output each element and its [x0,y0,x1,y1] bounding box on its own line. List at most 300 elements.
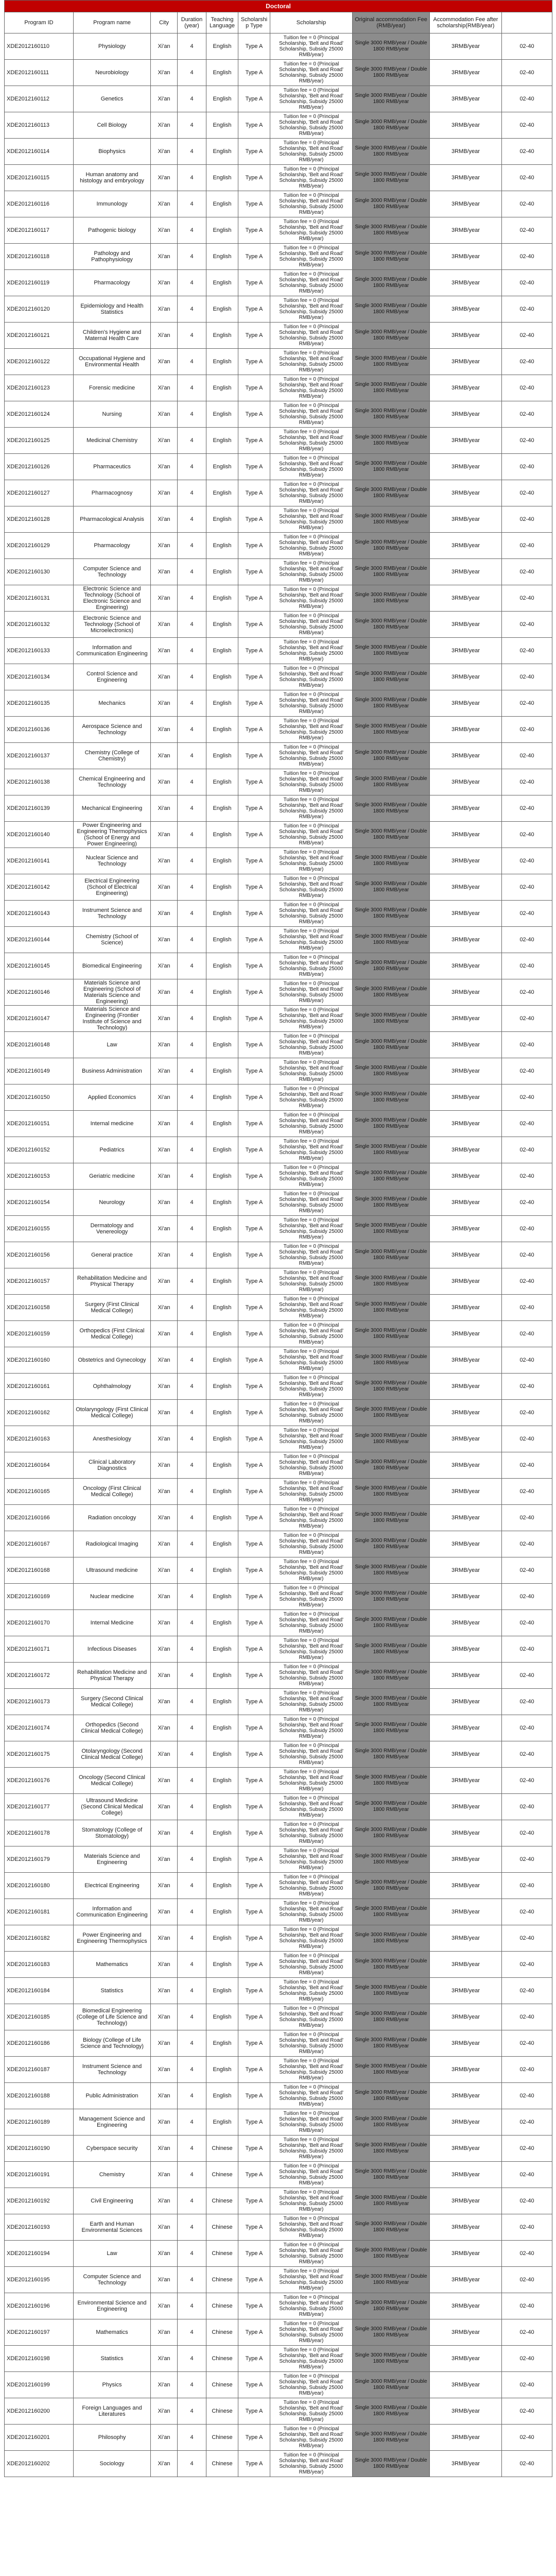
cell-program-id: XDE2012160128 [5,506,74,533]
cell-language: English [206,848,238,874]
cell-expiry: 02-40 [502,2425,552,2451]
cell-scholarship: Tuition fee = 0 (Principal Scholarship, 'Belt and Road' Scholarship, Subsidy 25000 RMB/year) [270,1242,353,1268]
cell-expiry: 02-40 [502,2057,552,2083]
cell-language: English [206,1452,238,1479]
cell-city: Xi'an [151,1978,178,2004]
cell-duration: 4 [178,2267,206,2293]
cell-program-id: XDE2012160170 [5,1610,74,1636]
cell-expiry: 02-40 [502,901,552,927]
cell-language: English [206,1689,238,1715]
cell-scholarship-type: Type A [238,1006,270,1032]
cell-program-id: XDE2012160171 [5,1636,74,1663]
cell-expiry: 02-40 [502,953,552,979]
cell-duration: 4 [178,506,206,533]
cell-expiry: 02-40 [502,1899,552,1925]
cell-fee-after: 3RMB/year [430,1452,502,1479]
cell-scholarship-type: Type A [238,2346,270,2372]
cell-accommodation: Single 3000 RMB/year / Double 1800 RMB/year [353,1190,430,1216]
cell-expiry: 02-40 [502,112,552,139]
cell-accommodation: Single 3000 RMB/year / Double 1800 RMB/year [353,1479,430,1505]
cell-language: English [206,927,238,953]
cell-accommodation: Single 3000 RMB/year / Double 1800 RMB/year [353,1347,430,1374]
cell-duration: 4 [178,1846,206,1873]
cell-program-id: XDE2012160127 [5,480,74,506]
cell-language: English [206,454,238,480]
cell-city: Xi'an [151,1689,178,1715]
cell-expiry: 02-40 [502,769,552,795]
cell-accommodation: Single 3000 RMB/year / Double 1800 RMB/year [353,349,430,375]
cell-duration: 4 [178,1978,206,2004]
cell-language: Chinese [206,2293,238,2319]
cell-program-id: XDE2012160110 [5,33,74,60]
cell-scholarship-type: Type A [238,86,270,112]
table-row [5,2188,552,2214]
cell-accommodation: Single 3000 RMB/year / Double 1800 RMB/year [353,165,430,191]
cell-program-name: Statistics [74,2346,151,2372]
cell-fee-after: 3RMB/year [430,1820,502,1846]
cell-scholarship-type: Type A [238,1111,270,1137]
cell-program-name: Pharmacology [74,533,151,559]
cell-expiry: 02-40 [502,979,552,1006]
cell-city: Xi'an [151,2057,178,2083]
cell-language: English [206,1216,238,1242]
cell-duration: 4 [178,217,206,244]
cell-expiry: 02-40 [502,60,552,86]
table-row [5,323,552,349]
cell-accommodation: Single 3000 RMB/year / Double 1800 RMB/year [353,2346,430,2372]
cell-scholarship: Tuition fee = 0 (Principal Scholarship, 'Belt and Road' Scholarship, Subsidy 25000 RMB/year) [270,2057,353,2083]
cell-program-id: XDE2012160119 [5,270,74,296]
cell-program-id: XDE2012160191 [5,2162,74,2188]
cell-scholarship-type: Type A [238,60,270,86]
cell-duration: 4 [178,1531,206,1557]
cell-city: Xi'an [151,1531,178,1557]
cell-scholarship: Tuition fee = 0 (Principal Scholarship, 'Belt and Road' Scholarship, Subsidy 25000 RMB/year) [270,1978,353,2004]
cell-city: Xi'an [151,2136,178,2162]
table-row [5,2057,552,2083]
cell-fee-after: 3RMB/year [430,848,502,874]
cell-expiry: 02-40 [502,375,552,401]
header-fee-after: Accommodation Fee after scholarship(RMB/year) [430,12,502,33]
cell-program-name: Electrical Engineering (School of Electrical Engineering) [74,874,151,901]
cell-program-id: XDE2012160113 [5,112,74,139]
cell-duration: 4 [178,2346,206,2372]
cell-accommodation: Single 3000 RMB/year / Double 1800 RMB/year [353,1768,430,1794]
header-accommodation: Original accommodation Fee (RMB/year) [353,12,430,33]
cell-fee-after: 3RMB/year [430,1899,502,1925]
cell-scholarship-type: Type A [238,533,270,559]
cell-scholarship: Tuition fee = 0 (Principal Scholarship, 'Belt and Road' Scholarship, Subsidy 25000 RMB/year) [270,690,353,717]
cell-expiry: 02-40 [502,1452,552,1479]
cell-fee-after: 3RMB/year [430,1557,502,1584]
cell-scholarship: Tuition fee = 0 (Principal Scholarship, 'Belt and Road' Scholarship, Subsidy 25000 RMB/year) [270,901,353,927]
cell-language: Chinese [206,2425,238,2451]
cell-expiry: 02-40 [502,874,552,901]
cell-fee-after: 3RMB/year [430,2346,502,2372]
cell-accommodation: Single 3000 RMB/year / Double 1800 RMB/year [353,1899,430,1925]
cell-accommodation: Single 3000 RMB/year / Double 1800 RMB/year [353,2451,430,2477]
cell-duration: 4 [178,1006,206,1032]
cell-program-name: Materials Science and Engineering (School of Materials Science and Engineering) [74,979,151,1006]
cell-program-name: Surgery (First Clinical Medical College) [74,1295,151,1321]
cell-city: Xi'an [151,375,178,401]
cell-city: Xi'an [151,1505,178,1531]
cell-fee-after: 3RMB/year [430,244,502,270]
cell-duration: 4 [178,1321,206,1347]
cell-program-id: XDE2012160158 [5,1295,74,1321]
cell-city: Xi'an [151,2319,178,2346]
cell-city: Xi'an [151,323,178,349]
cell-program-id: XDE2012160199 [5,2372,74,2398]
cell-accommodation: Single 3000 RMB/year / Double 1800 RMB/year [353,244,430,270]
cell-program-name: Pharmacological Analysis [74,506,151,533]
cell-city: Xi'an [151,270,178,296]
cell-language: English [206,428,238,454]
cell-fee-after: 3RMB/year [430,375,502,401]
cell-expiry: 02-40 [502,506,552,533]
table-row [5,1190,552,1216]
cell-program-name: Dermatology and Venereology [74,1216,151,1242]
cell-fee-after: 3RMB/year [430,1084,502,1111]
cell-program-name: Pediatrics [74,1137,151,1163]
cell-program-name: Chemistry [74,2162,151,2188]
table-row [5,1794,552,1820]
cell-scholarship: Tuition fee = 0 (Principal Scholarship, 'Belt and Road' Scholarship, Subsidy 25000 RMB/year) [270,2241,353,2267]
cell-scholarship: Tuition fee = 0 (Principal Scholarship, 'Belt and Road' Scholarship, Subsidy 25000 RMB/year) [270,2109,353,2136]
cell-city: Xi'an [151,1452,178,1479]
cell-accommodation: Single 3000 RMB/year / Double 1800 RMB/year [353,822,430,848]
cell-accommodation: Single 3000 RMB/year / Double 1800 RMB/year [353,1663,430,1689]
cell-fee-after: 3RMB/year [430,1636,502,1663]
cell-expiry: 02-40 [502,1531,552,1557]
cell-scholarship-type: Type A [238,1268,270,1295]
cell-scholarship-type: Type A [238,1321,270,1347]
cell-language: English [206,1531,238,1557]
cell-duration: 4 [178,1925,206,1952]
cell-expiry: 02-40 [502,559,552,585]
cell-expiry: 02-40 [502,1689,552,1715]
cell-scholarship-type: Type A [238,401,270,428]
cell-accommodation: Single 3000 RMB/year / Double 1800 RMB/year [353,2293,430,2319]
cell-program-name: Computer Science and Technology [74,559,151,585]
cell-duration: 4 [178,822,206,848]
cell-city: Xi'an [151,1058,178,1084]
cell-expiry: 02-40 [502,1584,552,1610]
cell-city: Xi'an [151,743,178,769]
cell-accommodation: Single 3000 RMB/year / Double 1800 RMB/year [353,690,430,717]
cell-scholarship: Tuition fee = 0 (Principal Scholarship, 'Belt and Road' Scholarship, Subsidy 25000 RMB/year) [270,743,353,769]
cell-scholarship: Tuition fee = 0 (Principal Scholarship, 'Belt and Road' Scholarship, Subsidy 25000 RMB/year) [270,585,353,612]
cell-expiry: 02-40 [502,533,552,559]
cell-accommodation: Single 3000 RMB/year / Double 1800 RMB/year [353,1741,430,1768]
cell-scholarship: Tuition fee = 0 (Principal Scholarship, 'Belt and Road' Scholarship, Subsidy 25000 RMB/year) [270,401,353,428]
cell-accommodation: Single 3000 RMB/year / Double 1800 RMB/year [353,2030,430,2057]
cell-scholarship: Tuition fee = 0 (Principal Scholarship, 'Belt and Road' Scholarship, Subsidy 25000 RMB/year) [270,1163,353,1190]
cell-duration: 4 [178,2004,206,2030]
cell-city: Xi'an [151,139,178,165]
cell-expiry: 02-40 [502,1006,552,1032]
table-row [5,60,552,86]
cell-duration: 4 [178,112,206,139]
cell-program-name: Rehabilitation Medicine and Physical Therapy [74,1268,151,1295]
cell-language: English [206,1715,238,1741]
cell-fee-after: 3RMB/year [430,953,502,979]
cell-scholarship-type: Type A [238,1820,270,1846]
table-header-row [5,12,552,33]
cell-language: Chinese [206,2136,238,2162]
cell-duration: 4 [178,1794,206,1820]
cell-language: English [206,480,238,506]
cell-fee-after: 3RMB/year [430,2451,502,2477]
cell-program-id: XDE2012160135 [5,690,74,717]
cell-expiry: 02-40 [502,1715,552,1741]
cell-program-name: Law [74,1032,151,1058]
cell-scholarship-type: Type A [238,769,270,795]
cell-program-name: Otolaryngology (Second Clinical Medical College) [74,1741,151,1768]
cell-scholarship-type: Type A [238,1899,270,1925]
cell-program-id: XDE2012160168 [5,1557,74,1584]
cell-scholarship: Tuition fee = 0 (Principal Scholarship, 'Belt and Road' Scholarship, Subsidy 25000 RMB/year) [270,822,353,848]
cell-scholarship-type: Type A [238,559,270,585]
cell-accommodation: Single 3000 RMB/year / Double 1800 RMB/year [353,270,430,296]
cell-scholarship: Tuition fee = 0 (Principal Scholarship, 'Belt and Road' Scholarship, Subsidy 25000 RMB/year) [270,1820,353,1846]
cell-fee-after: 3RMB/year [430,454,502,480]
cell-city: Xi'an [151,296,178,323]
cell-accommodation: Single 3000 RMB/year / Double 1800 RMB/year [353,2425,430,2451]
cell-program-id: XDE2012160151 [5,1111,74,1137]
header-program-id: Program ID [5,12,74,33]
cell-scholarship: Tuition fee = 0 (Principal Scholarship, 'Belt and Road' Scholarship, Subsidy 25000 RMB/year) [270,86,353,112]
table-row [5,2372,552,2398]
cell-duration: 4 [178,480,206,506]
cell-program-name: Radiation oncology [74,1505,151,1531]
cell-scholarship-type: Type A [238,927,270,953]
cell-program-id: XDE2012160122 [5,349,74,375]
cell-accommodation: Single 3000 RMB/year / Double 1800 RMB/year [353,1925,430,1952]
cell-duration: 4 [178,664,206,690]
cell-scholarship: Tuition fee = 0 (Principal Scholarship, 'Belt and Road' Scholarship, Subsidy 25000 RMB/year) [270,1479,353,1505]
cell-expiry: 02-40 [502,1952,552,1978]
cell-program-name: Sociology [74,2451,151,2477]
cell-fee-after: 3RMB/year [430,86,502,112]
cell-scholarship: Tuition fee = 0 (Principal Scholarship, 'Belt and Road' Scholarship, Subsidy 25000 RMB/year) [270,1689,353,1715]
table-row [5,874,552,901]
cell-program-name: Business Administration [74,1058,151,1084]
cell-expiry: 02-40 [502,401,552,428]
cell-expiry: 02-40 [502,1557,552,1584]
cell-accommodation: Single 3000 RMB/year / Double 1800 RMB/year [353,1584,430,1610]
cell-scholarship-type: Type A [238,1426,270,1452]
cell-accommodation: Single 3000 RMB/year / Double 1800 RMB/year [353,1084,430,1111]
cell-scholarship: Tuition fee = 0 (Principal Scholarship, 'Belt and Road' Scholarship, Subsidy 25000 RMB/year) [270,2162,353,2188]
cell-language: English [206,1479,238,1505]
cell-city: Xi'an [151,1111,178,1137]
cell-language: Chinese [206,2346,238,2372]
table-row [5,1111,552,1137]
cell-fee-after: 3RMB/year [430,1531,502,1557]
cell-scholarship: Tuition fee = 0 (Principal Scholarship, 'Belt and Road' Scholarship, Subsidy 25000 RMB/year) [270,1610,353,1636]
cell-program-name: Power Engineering and Engineering Thermophysics [74,1925,151,1952]
cell-language: English [206,1295,238,1321]
cell-city: Xi'an [151,1925,178,1952]
cell-accommodation: Single 3000 RMB/year / Double 1800 RMB/year [353,664,430,690]
table-row [5,1952,552,1978]
cell-program-id: XDE2012160175 [5,1741,74,1768]
cell-expiry: 02-40 [502,1741,552,1768]
table-row [5,1295,552,1321]
cell-program-name: Power Engineering and Engineering Thermophysics (School of Energy and Power Engineering) [74,822,151,848]
cell-scholarship: Tuition fee = 0 (Principal Scholarship, 'Belt and Road' Scholarship, Subsidy 25000 RMB/year) [270,1663,353,1689]
cell-city: Xi'an [151,1741,178,1768]
cell-language: English [206,270,238,296]
cell-duration: 4 [178,2083,206,2109]
table-row [5,2346,552,2372]
cell-expiry: 02-40 [502,717,552,743]
cell-duration: 4 [178,1479,206,1505]
cell-language: English [206,1610,238,1636]
cell-scholarship: Tuition fee = 0 (Principal Scholarship, 'Belt and Road' Scholarship, Subsidy 25000 RMB/year) [270,217,353,244]
cell-duration: 4 [178,585,206,612]
cell-duration: 4 [178,927,206,953]
cell-fee-after: 3RMB/year [430,1479,502,1505]
cell-program-name: Genetics [74,86,151,112]
cell-accommodation: Single 3000 RMB/year / Double 1800 RMB/year [353,874,430,901]
cell-accommodation: Single 3000 RMB/year / Double 1800 RMB/year [353,2188,430,2214]
cell-fee-after: 3RMB/year [430,2267,502,2293]
table-row [5,2162,552,2188]
cell-city: Xi'an [151,191,178,217]
table-row [5,2293,552,2319]
cell-program-id: XDE2012160189 [5,2109,74,2136]
cell-city: Xi'an [151,217,178,244]
cell-accommodation: Single 3000 RMB/year / Double 1800 RMB/year [353,1295,430,1321]
table-title-row [5,1,552,12]
cell-language: English [206,1899,238,1925]
cell-scholarship-type: Type A [238,2188,270,2214]
cell-accommodation: Single 3000 RMB/year / Double 1800 RMB/year [353,1242,430,1268]
cell-fee-after: 3RMB/year [430,323,502,349]
table-row [5,191,552,217]
cell-program-id: XDE2012160141 [5,848,74,874]
cell-language: English [206,533,238,559]
cell-scholarship: Tuition fee = 0 (Principal Scholarship, 'Belt and Road' Scholarship, Subsidy 25000 RMB/year) [270,454,353,480]
cell-fee-after: 3RMB/year [430,1111,502,1137]
cell-expiry: 02-40 [502,1242,552,1268]
table-row [5,1610,552,1636]
cell-program-name: Ophthalmology [74,1374,151,1400]
cell-program-name: Rehabilitation Medicine and Physical Therapy [74,1663,151,1689]
cell-city: Xi'an [151,86,178,112]
cell-program-id: XDE2012160184 [5,1978,74,2004]
cell-fee-after: 3RMB/year [430,690,502,717]
cell-scholarship-type: Type A [238,1846,270,1873]
cell-scholarship: Tuition fee = 0 (Principal Scholarship, 'Belt and Road' Scholarship, Subsidy 25000 RMB/year) [270,1452,353,1479]
cell-fee-after: 3RMB/year [430,533,502,559]
cell-program-name: Surgery (Second Clinical Medical College) [74,1689,151,1715]
cell-duration: 4 [178,165,206,191]
cell-fee-after: 3RMB/year [430,191,502,217]
cell-program-name: Pharmaceutics [74,454,151,480]
table-row [5,1689,552,1715]
cell-language: English [206,1163,238,1190]
cell-program-name: Ultrasound medicine [74,1557,151,1584]
cell-accommodation: Single 3000 RMB/year / Double 1800 RMB/year [353,2267,430,2293]
cell-program-name: Stomatology (College of Stomatology) [74,1820,151,1846]
cell-city: Xi'an [151,1137,178,1163]
cell-expiry: 02-40 [502,1663,552,1689]
cell-expiry: 02-40 [502,1137,552,1163]
cell-scholarship-type: Type A [238,2451,270,2477]
cell-scholarship: Tuition fee = 0 (Principal Scholarship, 'Belt and Road' Scholarship, Subsidy 25000 RMB/year) [270,2319,353,2346]
cell-language: English [206,1032,238,1058]
cell-program-name: Oncology (First Clinical Medical College) [74,1479,151,1505]
cell-scholarship-type: Type A [238,1557,270,1584]
cell-scholarship: Tuition fee = 0 (Principal Scholarship, 'Belt and Road' Scholarship, Subsidy 25000 RMB/year) [270,1347,353,1374]
cell-program-id: XDE2012160181 [5,1899,74,1925]
cell-program-name: Nuclear Science and Technology [74,848,151,874]
table-row [5,2004,552,2030]
cell-scholarship: Tuition fee = 0 (Principal Scholarship, 'Belt and Road' Scholarship, Subsidy 25000 RMB/year) [270,2004,353,2030]
cell-program-name: Earth and Human Environmental Sciences [74,2214,151,2241]
cell-scholarship: Tuition fee = 0 (Principal Scholarship, 'Belt and Road' Scholarship, Subsidy 25000 RMB/year) [270,1505,353,1531]
cell-language: English [206,769,238,795]
cell-expiry: 02-40 [502,1032,552,1058]
table-row [5,1032,552,1058]
cell-program-id: XDE2012160121 [5,323,74,349]
cell-scholarship-type: Type A [238,217,270,244]
cell-program-name: Mathematics [74,2319,151,2346]
cell-fee-after: 3RMB/year [430,2083,502,2109]
cell-expiry: 02-40 [502,2372,552,2398]
cell-program-id: XDE2012160124 [5,401,74,428]
cell-duration: 4 [178,2241,206,2267]
cell-fee-after: 3RMB/year [430,1741,502,1768]
table-row [5,1006,552,1032]
cell-program-id: XDE2012160174 [5,1715,74,1741]
cell-language: English [206,1426,238,1452]
cell-fee-after: 3RMB/year [430,1873,502,1899]
cell-expiry: 02-40 [502,1768,552,1794]
cell-program-id: XDE2012160166 [5,1505,74,1531]
cell-duration: 4 [178,1400,206,1426]
table-row [5,848,552,874]
cell-duration: 4 [178,1899,206,1925]
cell-accommodation: Single 3000 RMB/year / Double 1800 RMB/year [353,1374,430,1400]
cell-language: English [206,2083,238,2109]
cell-scholarship: Tuition fee = 0 (Principal Scholarship, 'Belt and Road' Scholarship, Subsidy 25000 RMB/year) [270,1873,353,1899]
cell-duration: 4 [178,1111,206,1137]
cell-language: English [206,1584,238,1610]
cell-city: Xi'an [151,1347,178,1374]
cell-duration: 4 [178,454,206,480]
cell-duration: 4 [178,1663,206,1689]
cell-fee-after: 3RMB/year [430,2162,502,2188]
cell-program-id: XDE2012160180 [5,1873,74,1899]
cell-program-id: XDE2012160169 [5,1584,74,1610]
table-row [5,690,552,717]
cell-language: English [206,1820,238,1846]
cell-scholarship: Tuition fee = 0 (Principal Scholarship, 'Belt and Road' Scholarship, Subsidy 25000 RMB/year) [270,2030,353,2057]
cell-city: Xi'an [151,1873,178,1899]
cell-program-id: XDE2012160193 [5,2214,74,2241]
cell-program-id: XDE2012160133 [5,638,74,664]
cell-city: Xi'an [151,690,178,717]
cell-duration: 4 [178,717,206,743]
cell-program-name: Forensic medicine [74,375,151,401]
cell-scholarship: Tuition fee = 0 (Principal Scholarship, 'Belt and Road' Scholarship, Subsidy 25000 RMB/year) [270,1715,353,1741]
cell-expiry: 02-40 [502,1479,552,1505]
cell-program-name: Physics [74,2372,151,2398]
